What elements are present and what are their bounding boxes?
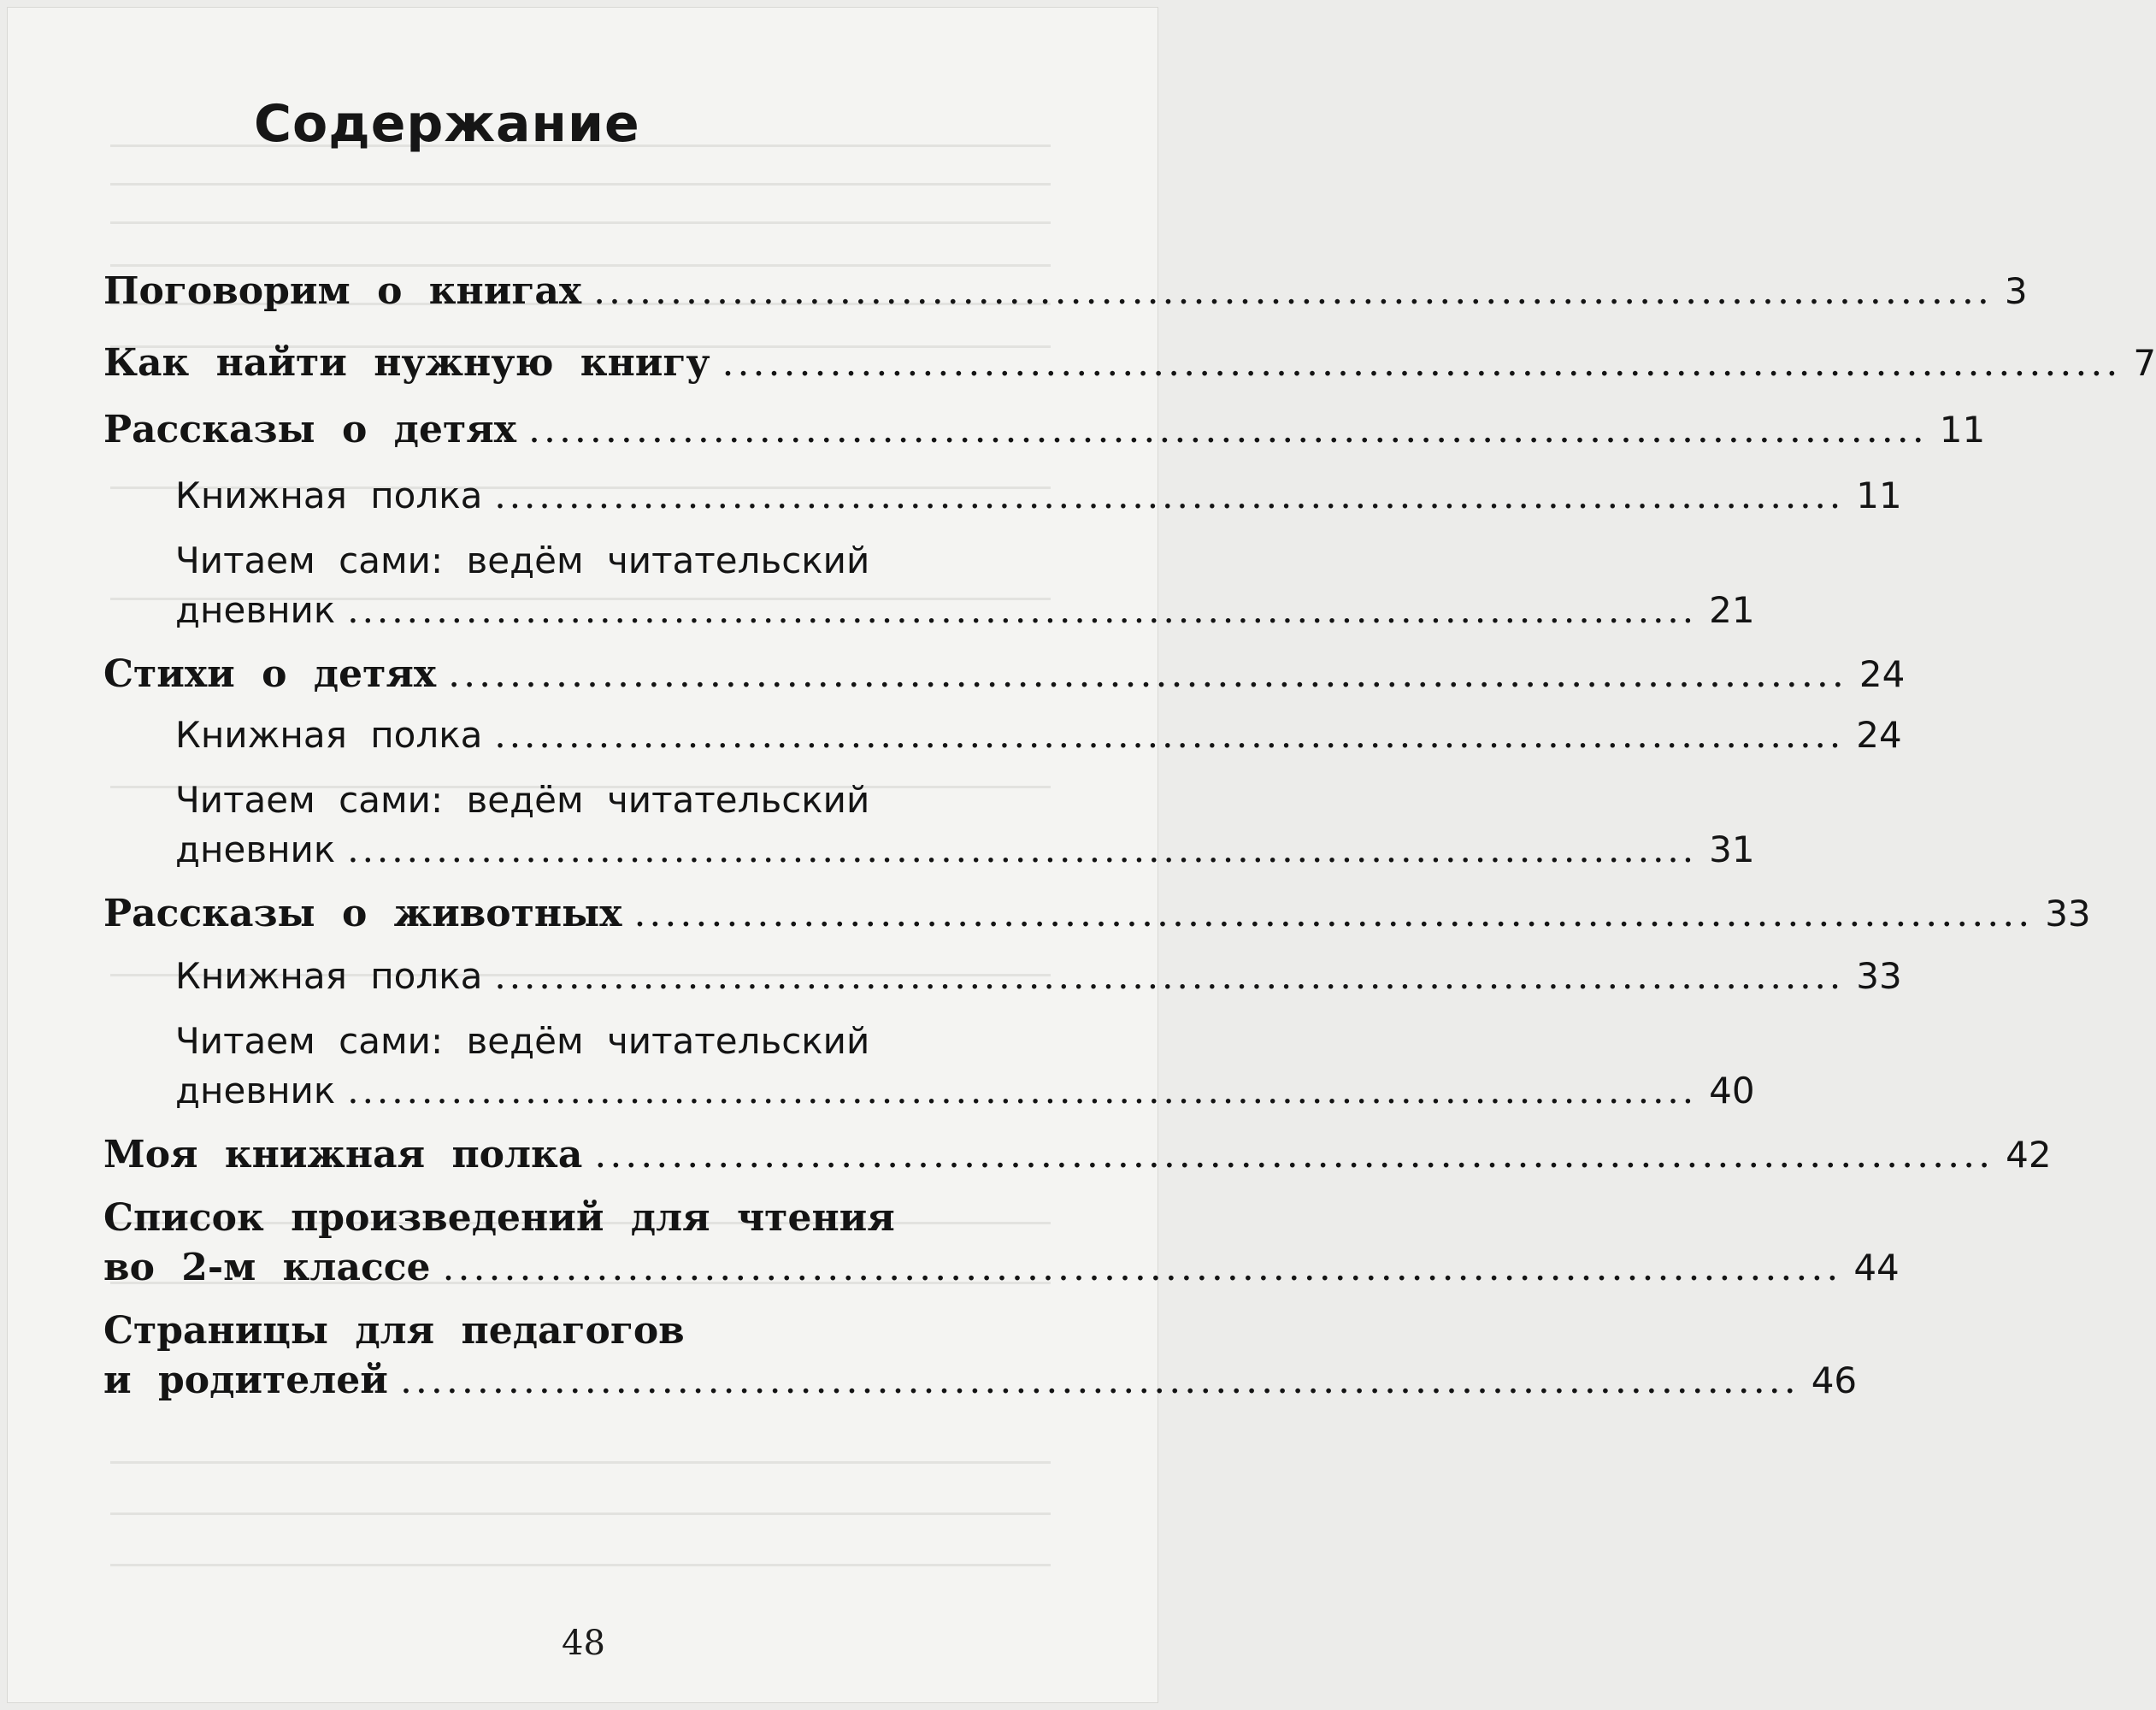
toc-entry	[103, 408, 1986, 451]
toc-entry	[103, 1359, 1858, 1402]
dot-leader: ...........................................................................................	[347, 828, 1698, 870]
dot-leader: ...........................................................................................	[494, 475, 1845, 516]
dot-leader: ...........................................................................................	[494, 955, 1845, 997]
toc-entry	[103, 652, 1906, 696]
toc-page-number: 44	[1853, 1247, 1900, 1288]
toc-entry-label: дневник	[175, 589, 336, 631]
toc-page-number: 40	[1709, 1070, 1755, 1112]
toc-entry-label: дневник	[175, 1070, 336, 1112]
dot-leader: ...........................................................................................	[527, 408, 1928, 451]
toc-entry-label: Книжная полка	[175, 475, 483, 516]
toc-page-number: 24	[1859, 653, 1906, 695]
toc-page-number: 11	[1939, 409, 1986, 451]
toc-subentry	[175, 828, 1755, 870]
dot-leader: ...........................................................................................	[722, 341, 2122, 385]
toc-subentry	[175, 475, 1902, 516]
toc-entry	[103, 341, 2156, 385]
dot-leader: ...........................................................................................	[448, 652, 1847, 696]
toc-entry	[103, 269, 2028, 313]
toc-entry-label: и родителей	[103, 1359, 388, 1402]
toc-subentry	[175, 1070, 1755, 1112]
dot-leader: ...........................................................................................	[347, 1070, 1698, 1112]
toc-entry-label: Книжная полка	[175, 955, 483, 997]
dot-leader: ...........................................................................................	[594, 1133, 1994, 1176]
toc-entry-label: Моя книжная полка	[103, 1133, 583, 1176]
toc-page-number: 31	[1709, 828, 1755, 870]
toc-page-number: 33	[2045, 893, 2091, 935]
toc-subentry-line1: Читаем сами: ведём читательский	[175, 779, 870, 821]
toc-subentry	[175, 955, 1902, 997]
toc-entry-line1: Список произведений для чтения	[103, 1196, 895, 1240]
toc-entry	[103, 1246, 1900, 1289]
dot-leader: ...........................................................................................	[399, 1359, 1800, 1402]
toc-subentry	[175, 714, 1902, 756]
toc-page-number: 21	[1709, 589, 1755, 631]
toc-page-number: 24	[1856, 714, 1902, 756]
toc-entry-label: Поговорим о книгах	[103, 269, 582, 313]
book-page	[7, 7, 2156, 1703]
toc-entry-label: Рассказы о животных	[103, 892, 622, 935]
toc-entry-label: во 2-м классе	[103, 1246, 431, 1289]
toc-entry-label: дневник	[175, 828, 336, 870]
toc-page-number: 33	[1856, 955, 1902, 997]
page-number: 48	[562, 1624, 605, 1663]
toc-entry-line1: Страницы для педагогов	[103, 1309, 685, 1353]
toc-entry-label: Стихи о детях	[103, 652, 437, 696]
toc-entry-label: Как найти нужную книгу	[103, 341, 710, 385]
dot-leader: ...........................................................................................	[593, 269, 1993, 313]
toc-page-number: 11	[1856, 475, 1902, 516]
toc-subentry-line1: Читаем сами: ведём читательский	[175, 540, 870, 581]
toc-page-number: 7	[2133, 342, 2156, 384]
toc-entry	[103, 1133, 2052, 1176]
page-title: Содержание	[254, 94, 640, 154]
dot-leader: ...........................................................................................	[494, 714, 1845, 756]
table-of-contents	[8, 8, 2156, 1704]
toc-page-number: 42	[2006, 1134, 2052, 1176]
toc-page-number: 3	[2004, 270, 2028, 312]
toc-subentry	[175, 589, 1755, 631]
toc-subentry-line1: Читаем сами: ведём читательский	[175, 1020, 870, 1062]
toc-entry-label: Книжная полка	[175, 714, 483, 756]
toc-page-number: 46	[1811, 1359, 1858, 1401]
toc-entry-label: Рассказы о детях	[103, 408, 516, 451]
dot-leader: ...........................................................................................	[633, 892, 2034, 935]
toc-entry	[103, 892, 2091, 935]
dot-leader: ...........................................................................................	[442, 1246, 1842, 1289]
dot-leader: ...........................................................................................	[347, 589, 1698, 631]
